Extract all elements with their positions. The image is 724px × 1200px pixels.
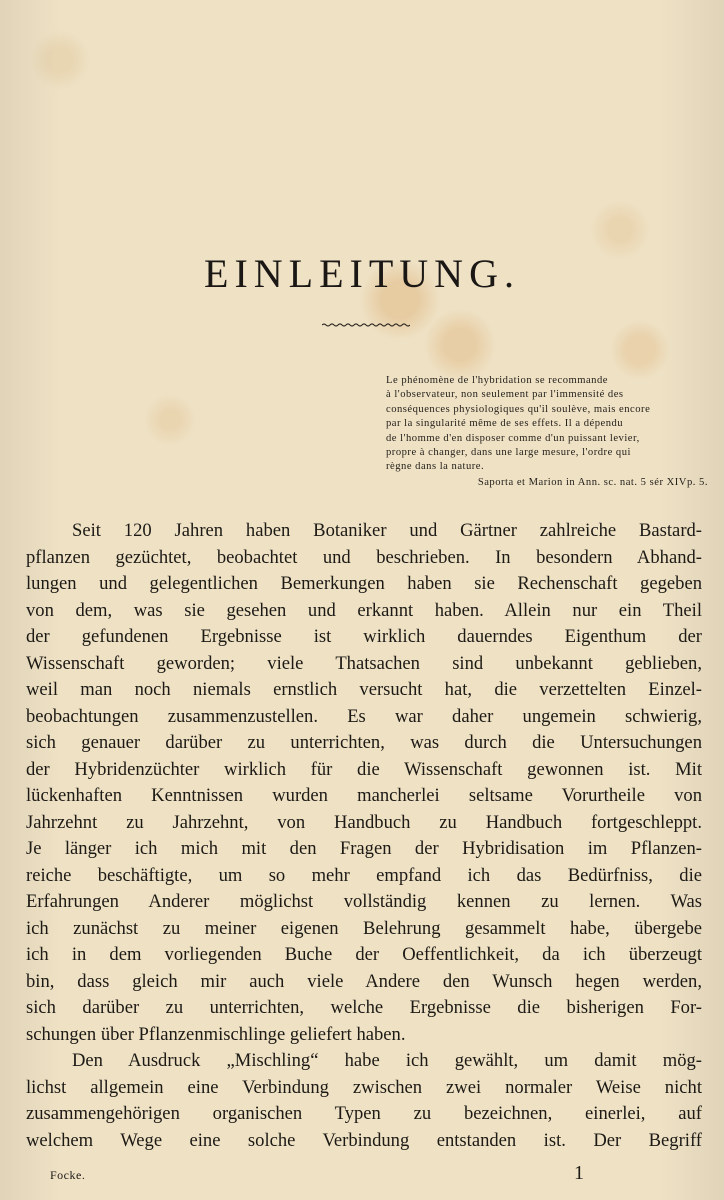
text-line: Jahrzehnt zu Jahrzehnt, von Handbuch zu Handbuch fortgeschleppt. [26, 811, 702, 833]
epigraph-line: conséquences physiologiques qu'il soulève, mais encore [386, 403, 651, 415]
text-line: schungen über Pflanzenmischlinge geliefert haben. [26, 1023, 406, 1045]
text-line: Erfahrungen Anderer möglichst vollständig kennen zu lernen. Was [26, 891, 702, 912]
text-line: pflanzen gezüchtet, beobachtet und beschrieben. In besondern Abhand- [26, 546, 702, 568]
epigraph-line: Le phénomène de l'hybridation se recommande [386, 375, 608, 386]
text-line: ich zunächst zu meiner eigenen Belehrung gesammelt habe, übergebe [26, 917, 702, 939]
epigraph-line: par la singularité même de ses effets. Il a dépendu [386, 418, 624, 430]
text-line: sich genauer darüber zu unterrichten, was durch die Untersuchungen [26, 732, 702, 753]
epigraph-source: Saporta et Marion in Ann. sc. nat. 5 sér XIVp. 5. [477, 476, 708, 488]
epigraph-line: à l'observateur, non seulement par l'immensité des [386, 389, 624, 401]
text-line: Je länger ich mich mit den Fragen der Hybridisation im Pflanzen- [26, 838, 702, 859]
text-line: lichst allgemein eine Verbindung zwischen zwei normaler Weise nicht [26, 1076, 702, 1098]
text-line: welchem Wege eine solche Verbindung entstanden ist. Der Begriff [26, 1129, 702, 1151]
text-line: Seit 120 Jahren haben Botaniker und Gärtner zahlreiche Bastard- [72, 520, 702, 541]
page-number: 1 [574, 1162, 584, 1184]
text-line: Wissenschaft geworden; viele Thatsachen sind unbekannt geblieben, [26, 652, 702, 674]
text-line: lungen und gelegentlichen Bemerkungen haben sie Rechenschaft gegeben [26, 573, 702, 594]
epigraph-line: de l'homme d'en disposer comme d'un puissant levier, [386, 432, 640, 444]
chapter-title: EINLEITUNG. [204, 251, 520, 296]
text-line: der Hybridenzüchter wirklich für die Wissenschaft gewonnen ist. Mit [26, 758, 702, 780]
body-text [26, 518, 702, 1154]
footer-author: Focke. [50, 1168, 86, 1182]
epigraph-line: propre à changer, dans une large mesure, l'ordre qui [386, 447, 631, 459]
text-line: sich darüber zu unterrichten, welche Ergebnisse die bisherigen For- [26, 997, 702, 1018]
text-line: zusammengehörigen organischen Typen zu bezeichnen, einerlei, auf [26, 1103, 702, 1124]
epigraph [386, 374, 708, 490]
text-line: von dem, was sie gesehen und erkannt haben. Allein nur ein Theil [26, 599, 702, 621]
text-line: weil man noch niemals ernstlich versucht hat, die verzettelten Einzel- [26, 679, 702, 700]
text-line: ich in dem vorliegenden Buche der Oeffentlichkeit, da ich überzeugt [26, 944, 702, 965]
paragraph-2 [26, 1048, 702, 1154]
text-line: der gefundenen Ergebnisse ist wirklich dauerndes Eigenthum der [26, 626, 702, 647]
text-line: reiche beschäftigte, um so mehr empfand ich das Bedürfniss, die [26, 864, 702, 886]
text-line: Den Ausdruck „Mischling“ habe ich gewählt, um damit mög- [72, 1050, 702, 1071]
paragraph-1 [26, 518, 702, 1048]
decorative-wavy-rule [322, 322, 410, 328]
text-line: beobachtungen zusammenzustellen. Es war daher ungemein schwierig, [26, 705, 702, 727]
text-line: lückenhaften Kenntnissen wurden mancherlei seltsame Vorurtheile von [26, 785, 702, 806]
text-line: bin, dass gleich mir auch viele Andere den Wunsch hegen werden, [26, 970, 702, 992]
epigraph-line: règne dans la nature. [386, 461, 485, 473]
